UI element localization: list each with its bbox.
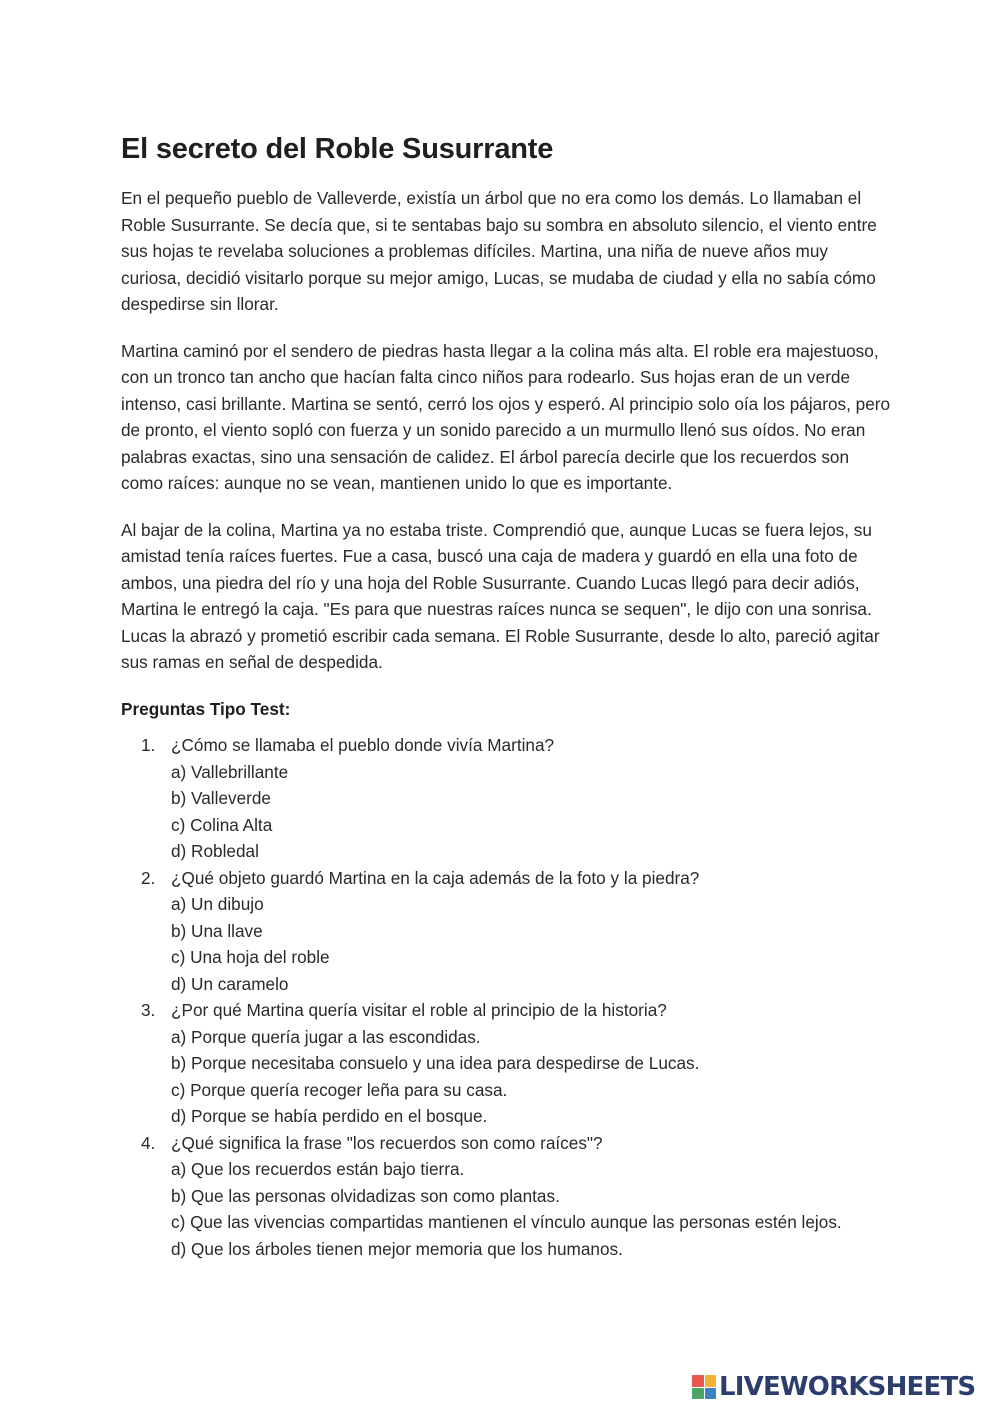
question-number: 3. [141, 1000, 156, 1020]
answer-option: d) Robledal [171, 841, 259, 861]
question-text: ¿Cómo se llamaba el pueblo donde vivía Martina? [171, 735, 555, 755]
questions-heading: Preguntas Tipo Test: [121, 698, 291, 719]
answer-option: b) Valleverde [171, 788, 271, 808]
question-3 [121, 997, 891, 1130]
question-list [121, 732, 891, 1262]
story-paragraph-1: En el pequeño pueblo de Valleverde, existía un árbol que no era como los demás. Lo llamaban el Roble Susurrante. Se decía que, si te sentabas bajo su sombra en absoluto silencio, el viento entre sus hojas te revelaba soluciones a problemas difíciles. Martina, una niña de nueve años muy curiosa, decidió visitarlo porque su mejor amigo, Lucas, se mudaba de ciudad y ella no sabía cómo despedirse sin llorar. [121, 188, 877, 314]
question-2 [121, 865, 891, 998]
story-paragraph-3: Al bajar de la colina, Martina ya no estaba triste. Comprendió que, aunque Lucas se fuera lejos, su amistad tenía raíces fuertes. Fue a casa, buscó una caja de madera y guardó en ella una foto de ambos, una piedra del río y una hoja del Roble Susurrante. Cuando Lucas llegó para decir adiós, Martina le entregó la caja. "Es para que nuestras raíces nunca se sequen", le dijo con una sonrisa. Lucas la abrazó y prometió escribir cada semana. El Roble Susurrante, desde lo alto, pareció agitar sus ramas en señal de despedida. [121, 519, 880, 672]
answer-option: b) Una llave [171, 920, 263, 941]
liveworksheets-logo [692, 1372, 975, 1402]
answer-option: a) Porque quería jugar a las escondidas. [171, 1026, 481, 1047]
question-text: ¿Qué objeto guardó Martina en la caja además de la foto y la piedra? [171, 867, 700, 888]
answer-option: a) Un dibujo [171, 894, 264, 914]
answer-option: a) Vallebrillante [171, 761, 289, 782]
question-text: ¿Qué significa la frase "los recuerdos son como raíces"? [171, 1132, 603, 1153]
answer-option: b) Porque necesitaba consuelo y una idea para despedirse de Lucas. [171, 1053, 700, 1073]
story-paragraph-2: Martina caminó por el sendero de piedras hasta llegar a la colina más alta. El roble era majestuoso, con un tronco tan ancho que hacían falta cinco niños para rodearlo. Sus hojas eran de un verde intenso, casi brillante. Martina se sentó, cerró los ojos y esperó. Al principio solo oía los pájaros, pero de pronto, el viento sopló con fuerza y un sonido parecido a un murmullo llenó sus oídos. No eran palabras exactas, sino una sensación de calidez. El árbol parecía decirle que los recuerdos son como raíces: aunque no se vean, mantienen unido lo que es importante. [121, 340, 891, 493]
question-4 [121, 1130, 891, 1263]
logo-square-yellow [705, 1375, 717, 1387]
document-title: El secreto del Roble Susurrante [121, 133, 554, 165]
question-number: 2. [141, 867, 156, 888]
logo-square-green [692, 1388, 704, 1400]
answer-option: b) Que las personas olvidadizas son como plantas. [171, 1185, 560, 1206]
answer-option: d) Un caramelo [171, 973, 289, 994]
liveworksheets-logo-icon [692, 1375, 716, 1399]
worksheet-page [121, 128, 891, 1262]
logo-text: LIVEWORKSHEETS [719, 1372, 976, 1402]
question-1 [121, 732, 891, 865]
question-text: ¿Por qué Martina quería visitar el roble al principio de la historia? [171, 1000, 667, 1020]
answer-option: d) Que los árboles tienen mejor memoria que los humanos. [171, 1238, 623, 1259]
answer-option: c) Colina Alta [171, 814, 273, 835]
logo-square-red [692, 1375, 704, 1387]
answer-option: a) Que los recuerdos están bajo tierra. [171, 1159, 465, 1179]
question-number: 4. [141, 1132, 156, 1153]
logo-square-blue [705, 1388, 717, 1400]
answer-option: c) Que las vivencias compartidas mantienen el vínculo aunque las personas estén lejos. [171, 1212, 842, 1232]
answer-option: c) Porque quería recoger leña para su casa. [171, 1079, 508, 1100]
answer-option: d) Porque se había perdido en el bosque. [171, 1106, 488, 1126]
question-number: 1. [141, 735, 156, 755]
answer-option: c) Una hoja del roble [171, 947, 330, 967]
